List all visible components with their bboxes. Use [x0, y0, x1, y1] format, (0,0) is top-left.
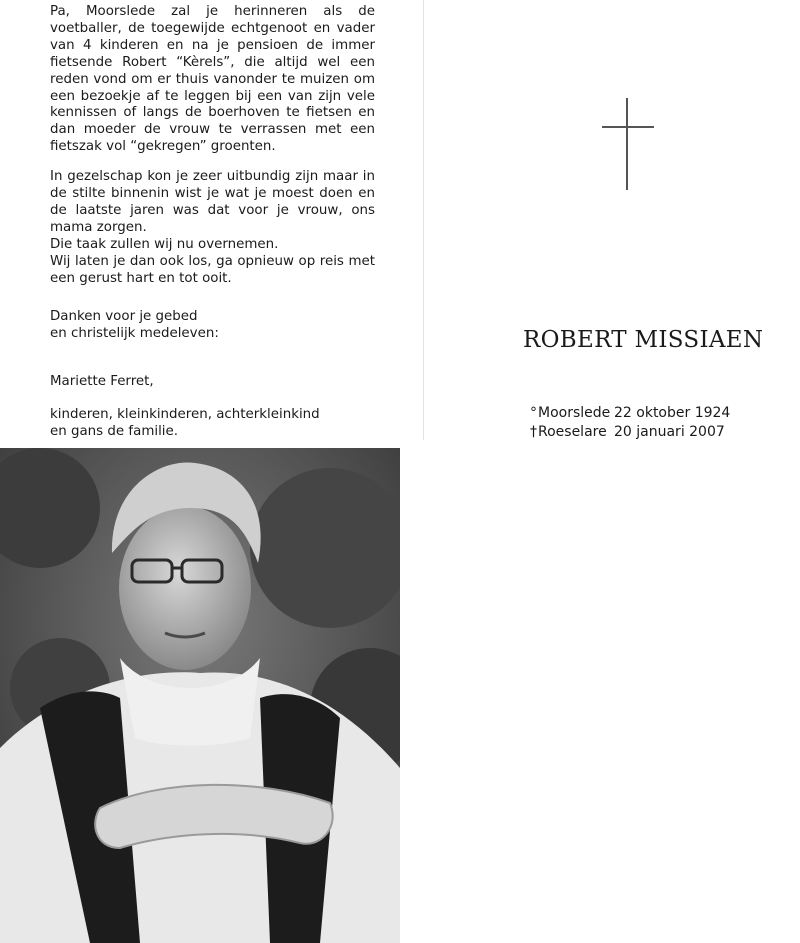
thanks-line-2: en christelijk medeleven: [50, 325, 219, 341]
memorial-paragraph-2: In gezelschap kon je zeer uitbundig zijn maar in de stilte binnenin wist je wat je moest doen en de laatste jaren was dat voor je vrouw, ons mama zorgen. [50, 169, 375, 235]
birth-date: 22 oktober 1924 [614, 405, 731, 421]
life-dates [530, 404, 730, 442]
family-block [50, 407, 320, 441]
memorial-paragraph-2-line-2: Die taak zullen wij nu overnemen. [50, 236, 279, 252]
card-fold-line [423, 0, 424, 440]
birth-symbol: ° [530, 405, 537, 421]
birth-place: Moorslede [538, 405, 611, 421]
memorial-text [50, 4, 375, 288]
family-line-2: en gans de familie. [50, 423, 179, 439]
thanks-block [50, 309, 219, 343]
death-row [530, 423, 730, 442]
memorial-paragraph-1: Pa, Moorslede zal je herinneren als de voetballer, de toegewijde echtgenoot en vader van 4 kinderen en na je pensioen de immer fietsende Robert “Kèrels”, die altijd wel een reden vond om er thuis vanonder te muizen om een bezoekje af te leggen bij een van zijn vele kennissen of langs de boerhoven te fietsen en dan moeder de vrouw te verrassen met een fietszak vol “gekregen” groenten. [50, 4, 375, 155]
death-symbol: † [530, 424, 537, 440]
thanks-line-1: Danken voor je gebed [50, 309, 198, 324]
death-date: 20 januari 2007 [614, 424, 725, 440]
portrait-photo [0, 448, 400, 943]
memorial-paragraph-2-line-3: Wij laten je dan ook los, ga opnieuw op reis met een gerust hart en tot ooit. [50, 253, 375, 286]
birth-row [530, 404, 730, 423]
sender-name: Mariette Ferret, [50, 374, 154, 389]
family-line-1: kinderen, kleinkinderen, achterkleinkind [50, 407, 320, 422]
deceased-name: ROBERT MISSIAEN [523, 327, 764, 353]
death-place: Roeselare [538, 424, 607, 440]
